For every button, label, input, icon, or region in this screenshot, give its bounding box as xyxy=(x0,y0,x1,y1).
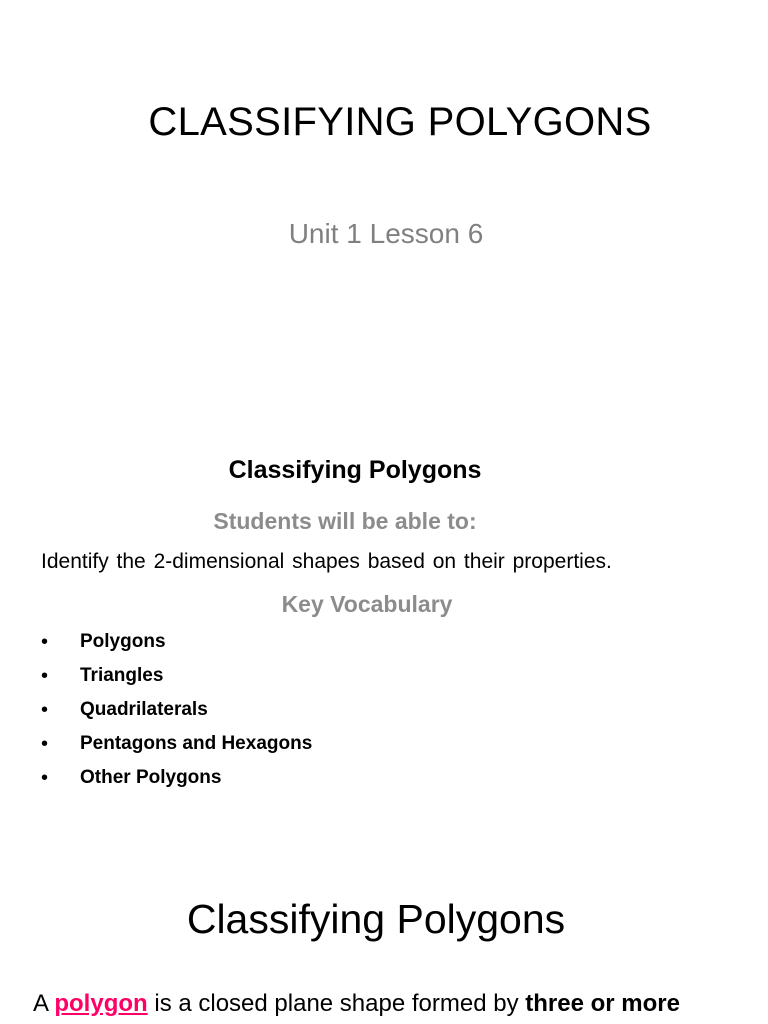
objectives-slide xyxy=(0,410,768,860)
bullet-icon: • xyxy=(41,631,49,653)
vocabulary-heading: Key Vocabulary xyxy=(281,591,453,617)
title-slide xyxy=(0,0,768,410)
vocabulary-label: Polygons xyxy=(80,631,166,652)
definition-title: Classifying Polygons xyxy=(186,896,566,942)
bullet-icon: • xyxy=(41,699,49,721)
vocabulary-label: Quadrilaterals xyxy=(80,699,208,720)
vocabulary-label: Other Polygons xyxy=(80,767,222,788)
objective-heading: Students will be able to: xyxy=(213,508,477,534)
definition-text xyxy=(33,990,768,1018)
polygon-term: polygon xyxy=(54,990,148,1017)
vocabulary-label: Pentagons and Hexagons xyxy=(80,733,313,754)
bullet-icon: • xyxy=(41,767,49,789)
lesson-title: Classifying Polygons xyxy=(228,456,482,484)
vocabulary-label: Triangles xyxy=(80,665,164,686)
slide-subtitle: Unit 1 Lesson 6 xyxy=(288,218,484,249)
bullet-icon: • xyxy=(41,733,49,755)
slide-title: CLASSIFYING POLYGONS xyxy=(148,100,652,144)
bullet-icon: • xyxy=(41,665,49,687)
definition-slide xyxy=(0,860,768,1024)
objective-text: Identify the 2-dimensional shapes based on their properties. xyxy=(41,550,612,573)
definition-middle: is a closed plane shape formed by xyxy=(147,990,526,1017)
definition-prefix: A xyxy=(33,990,55,1017)
definition-emphasis: three or more xyxy=(525,990,680,1017)
